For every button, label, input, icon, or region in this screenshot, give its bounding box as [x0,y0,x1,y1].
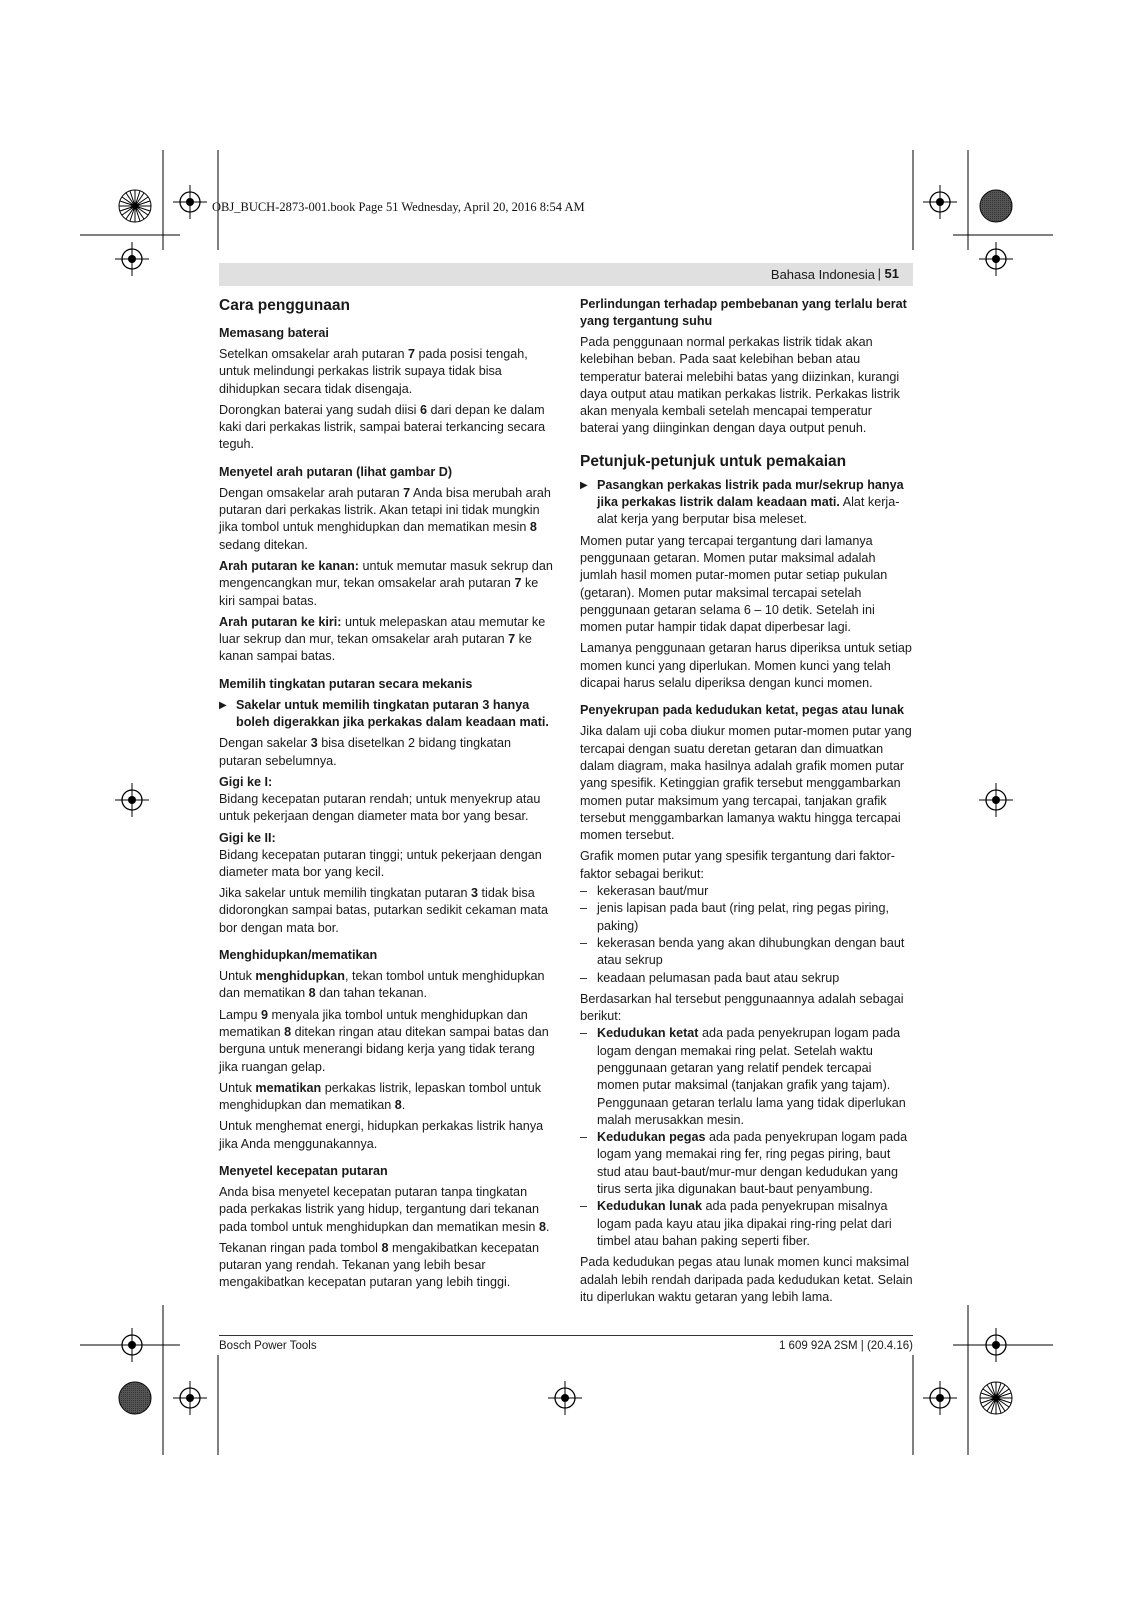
footer-divider [219,1335,913,1336]
gear-1-text: Bidang kecepatan putaran rendah; untuk menyekrup atau untuk pekerjaan dengan diameter mata bor yang besar. [219,791,541,824]
paragraph: Tekanan ringan pada tombol 8 mengakibatkan kecepatan putaran yang rendah. Tekanan yang lebih besar mengakibatkan kecepatan putaran yang lebih tinggi. [219,1240,539,1290]
triangle-bullet-icon: ▶ [219,699,227,711]
paragraph: Pada kedudukan pegas atau lunak momen kunci maksimal adalah lebih rendah daripada pada kedudukan ketat. Selain itu diperlukan waktu getaran yang lebih lama. [580,1255,913,1304]
list-item: – Kedudukan lunak ada pada penyekrupan misalnya logam pada kayu atau jika dipakai ring-ring pelat dari timbel atau bahan paking seperti fiber. [580,1199,892,1248]
paragraph: Grafik momen putar yang spesifik tergantung dari faktor-faktor sebagai berikut: [580,849,895,881]
heading-on-off: Menghidupkan/mematikan [219,948,378,963]
paragraph: Pada penggunaan normal perkakas listrik tidak akan kelebihan beban. Pada saat kelebihan beban atau temperatur baterai melebihi batas yang diizinkan, kurangi daya output atau matikan perkakas listrik. Perkakas listrik akan menyala kembali setelah mencapai temperatur baterai yang diinginkan dengan daya output penuh. [580,335,900,436]
paragraph: Dengan sakelar 3 bisa disetelkan 2 bidang tingkatan putaran sebelumnya. [219,736,511,768]
list-item: – Kedudukan pegas ada pada penyekrupan logam pada logam yang memakai ring fer, ring pegas piring, baut stud atau baut-baut/mur-mur dengan kedudukan yang tirus serta jika digunakan baut-baut penyambung. [580,1130,908,1197]
triangle-bullet-icon: ▶ [580,479,588,491]
heading-speed-setting: Menyetel kecepatan putaran [219,1163,388,1178]
gear-2-text: Bidang kecepatan putaran tinggi; untuk pekerjaan dengan diameter mata bor yang kecil. [219,847,542,879]
list-item: – keadaan pelumasan pada baut atau sekrup [580,970,840,985]
paragraph: Jika sakelar untuk memilih tingkatan putaran 3 tidak bisa didorongkan sampai batas, putarkan sedikit cekaman mata bor dengan mata bor. [219,886,549,935]
gear-1-title: Gigi ke I: [219,774,273,789]
right-column [580,296,913,1310]
heading-gear-selection: Memilih tingkatan putaran secara mekanis [219,676,473,691]
paragraph: Dorongkan baterai yang sudah diisi 6 dari depan ke dalam kaki dari perkakas listrik, sampai baterai terkancing secara teguh. [219,402,546,452]
list-item: – Kedudukan ketat ada pada penyekrupan logam pada logam dengan memakai ring pelat. Setelah waktu penggunaan getaran yang relatif pendek tercapai momen putar maksimal (tanjakan grafik yang tajam). Penggunaan getaran terlalu lama yang tidak diperlukan malah merusakkan mesin. [580,1026,906,1127]
list-item: – jenis lapisan pada baut (ring pelat, ring pegas piring, paking) [580,901,889,933]
paragraph: Momen putar yang tercapai tergantung dari lamanya penggunaan getaran. Momen putar maksimal adalah jumlah hasil momen putar-momen putar setiap pukulan (getaran). Momen putar maksimal tercapai setelah penggunaan getaran selama 6 – 10 detik. Setelah ini momen putar hampir tidak dapat diperbesar lagi. [580,533,888,635]
paragraph: Dengan omsakelar arah putaran 7 Anda bisa merubah arah putaran dari perkakas listrik. Akan tetapi ini tidak mungkin jika tombol untuk menghidupkan dan mematikan mesin 8 sedang ditekan. [219,485,551,552]
heading-overload-protection: Perlindungan terhadap pembebanan yang terlalu berat yang tergantung suhu [580,297,907,328]
paragraph: Untuk mematikan perkakas listrik, lepaskan tombol untuk menghidupkan dan mematikan 8. [219,1080,542,1113]
paragraph: Untuk menghemat energi, hidupkan perkakas listrik hanya jika Anda menggunakannya. [219,1119,544,1151]
language-header-bar [219,263,913,286]
print-header: OBJ_BUCH-2873-001.book Page 51 Wednesday, April 20, 2016 8:54 AM [212,200,585,214]
paragraph: Untuk menghidupkan, tekan tombol untuk menghidupkan dan mematikan 8 dan tahan tekanan. [219,969,545,1001]
footer-brand: Bosch Power Tools [219,1340,317,1352]
section-title-usage: Cara penggunaan [219,297,350,314]
heading-screwing-joints: Penyekrupan pada kedudukan ketat, pegas atau lunak [580,703,905,718]
section-title-instructions: Petunjuk-petunjuk untuk pemakaian [580,452,847,470]
paragraph: Arah putaran ke kanan: untuk memutar masuk sekrup dan mengencangkan mur, tekan omsakelar arah putaran 7 ke kiri sampai batas. [219,558,553,608]
warning-item: ▶ Sakelar untuk memilih tingkatan putaran 3 hanya boleh digerakkan jika perkakas dalam keadaan mati. [219,697,555,732]
paragraph: Arah putaran ke kiri: untuk melepaskan atau memutar ke luar sekrup dan mur, tekan omsakelar arah putaran 7 ke kanan sampai batas. [219,614,546,664]
paragraph: Berdasarkan hal tersebut penggunaannya adalah sebagai berikut: [580,991,904,1024]
paragraph: Lampu 9 menyala jika tombol untuk menghidupkan dan mematikan 8 ditekan ringan atau ditekan sampai batas dan berguna untuk menerangi bidang kerja yang tidak terang jika ruangan gelap. [219,1007,549,1074]
header-separator: | [877,266,881,281]
list-item: – kekerasan baut/mur [580,884,709,899]
paragraph: Setelkan omsakelar arah putaran 7 pada posisi tengah, untuk melindungi perkakas listrik supaya tidak bisa dihidupkan secara tidak disengaja. [219,347,528,396]
left-column [219,296,555,1296]
factor-list [580,883,913,987]
list-item: – kekerasan benda yang akan dihubungkan dengan baut atau sekrup [580,935,905,968]
case-list [580,1025,913,1250]
heading-insert-battery: Memasang baterai [219,326,329,340]
page-number: 51 [884,266,899,281]
heading-rotation-direction: Menyetel arah putaran (lihat gambar D) [219,464,453,479]
header-language: Bahasa Indonesia [770,267,875,282]
warning-item: ▶ Pasangkan perkakas listrik pada mur/sekrup hanya jika perkakas listrik dalam keadaan mati. Alat kerja-alat kerja yang berputar bisa meleset. [580,477,913,529]
gear-2-title: Gigi ke II: [219,830,276,845]
paragraph: Jika dalam uji coba diukur momen putar-momen putar yang tercapai dengan suatu deretan getaran dan dimuatkan dalam diagram, maka hasilnya adalah grafik momen putar yang spesifik. Ketinggian grafik tersebut menggambarkan momen putar maksimum yang tercapai, tanjakan grafik tersebut menggambarkan lamanya waktu hingga tercapai momen tersebut. [580,724,912,843]
paragraph: Anda bisa menyetel kecepatan putaran tanpa tingkatan pada perkakas listrik yang hidup, tergantung dari tekanan pada tombol untuk menghidupkan dan mematikan mesin 8. [219,1184,550,1234]
paragraph: Lamanya penggunaan getaran harus diperiksa untuk setiap momen kunci yang diperlukan. Momen kunci yang telah dicapai harus selalu diperiksa dengan kunci momen. [580,641,912,691]
footer-doc-number: 1 609 92A 2SM | (20.4.16) [778,1340,913,1352]
